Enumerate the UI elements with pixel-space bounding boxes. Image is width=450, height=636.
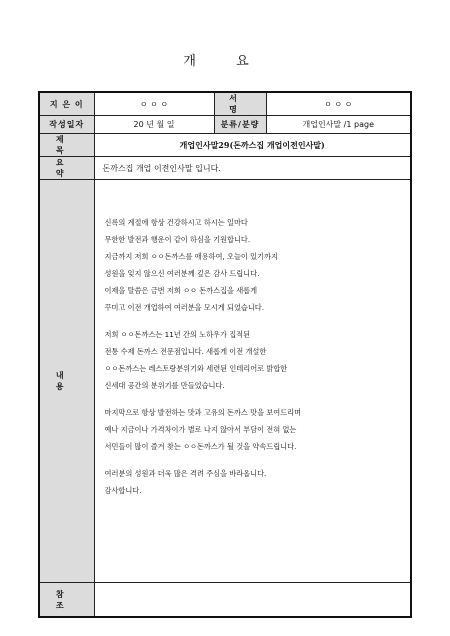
sign-value: ㅇ ㅇ ㅇ: [266, 92, 411, 116]
summary-value: 돈까스집 개업 이전인사말 입니다.: [94, 157, 411, 180]
content-line: 전통 수제 돈까스 전문점입니다. 새롭게 이전 개설한: [104, 347, 267, 356]
content-line: 무한한 발전과 행운이 같이 하심을 기원합니다.: [104, 235, 251, 244]
category-value: 개업인사말 /1 page: [266, 116, 411, 134]
summary-label: 요 약: [39, 157, 94, 180]
content-line: 꾸미고 이전 개업하여 여러분을 모시게 되었습니다.: [104, 303, 265, 312]
content-line: ㅇㅇ돈까스는 레스토랑분위기와 세련된 인테리어로 밝합한: [104, 364, 288, 373]
content-paragraph: [105, 465, 401, 499]
subject-value: 개업인사말29(돈까스집 개업이전인사말): [94, 134, 411, 157]
content-paragraph: [105, 214, 401, 316]
content-paragraph: [105, 404, 401, 455]
document-title: 개 요: [183, 54, 267, 69]
reference-value: [94, 583, 411, 618]
content-line: 이제을 탈씀은 금번 저희 ㅇㅇ 돈까스집을 새롭게: [104, 286, 258, 295]
date-value: 20 년 월 일: [94, 116, 214, 134]
content-line: 여러분의 성원과 더욱 많은 격려 주심을 바라옵니다.: [104, 469, 267, 478]
content-line: 성원을 잊지 않으신 여러분께 깊은 감사 드립니다.: [104, 269, 260, 278]
content-line: 서민들이 많이 즐겨 찾는 ㅇㅇ돈까스가 될 것을 약속드립니다.: [104, 442, 297, 451]
content-line: 신세대 공간의 분위기를 만들었습니다.: [104, 381, 225, 390]
subject-label: 제 목: [39, 134, 94, 157]
content-line: 마지막으로 항상 발전하는 맛과 고유의 돈까스 맛을 보여드리며: [104, 408, 302, 417]
content-line: 신록의 계절에 항상 건강하시고 하시는 일마다: [104, 218, 248, 227]
author-value: ㅇ ㅇ ㅇ: [94, 92, 214, 116]
content-line: 지금까지 저희 ㅇㅇ돈까스를 애용하여, 오늘이 있기까지: [104, 252, 278, 261]
reference-label: 참 조: [39, 583, 94, 618]
content-label: 내 용: [39, 180, 94, 583]
content-body: [94, 180, 411, 583]
report-form: [38, 91, 412, 618]
sign-label: 서 명: [214, 92, 266, 116]
date-label: 작성일자: [39, 116, 94, 134]
content-line: 예나 지금이나 가격차이가 별로 나지 않아서 부담이 전혀 없는: [104, 425, 297, 434]
category-label: 분류/분량: [214, 116, 266, 134]
content-line: 저희 ㅇㅇ돈까스는 11년 간의 노하우가 집적된: [104, 330, 251, 339]
author-label: 지 은 이: [39, 92, 94, 116]
content-line: 감사합니다.: [104, 486, 142, 495]
content-paragraph: [105, 326, 401, 394]
